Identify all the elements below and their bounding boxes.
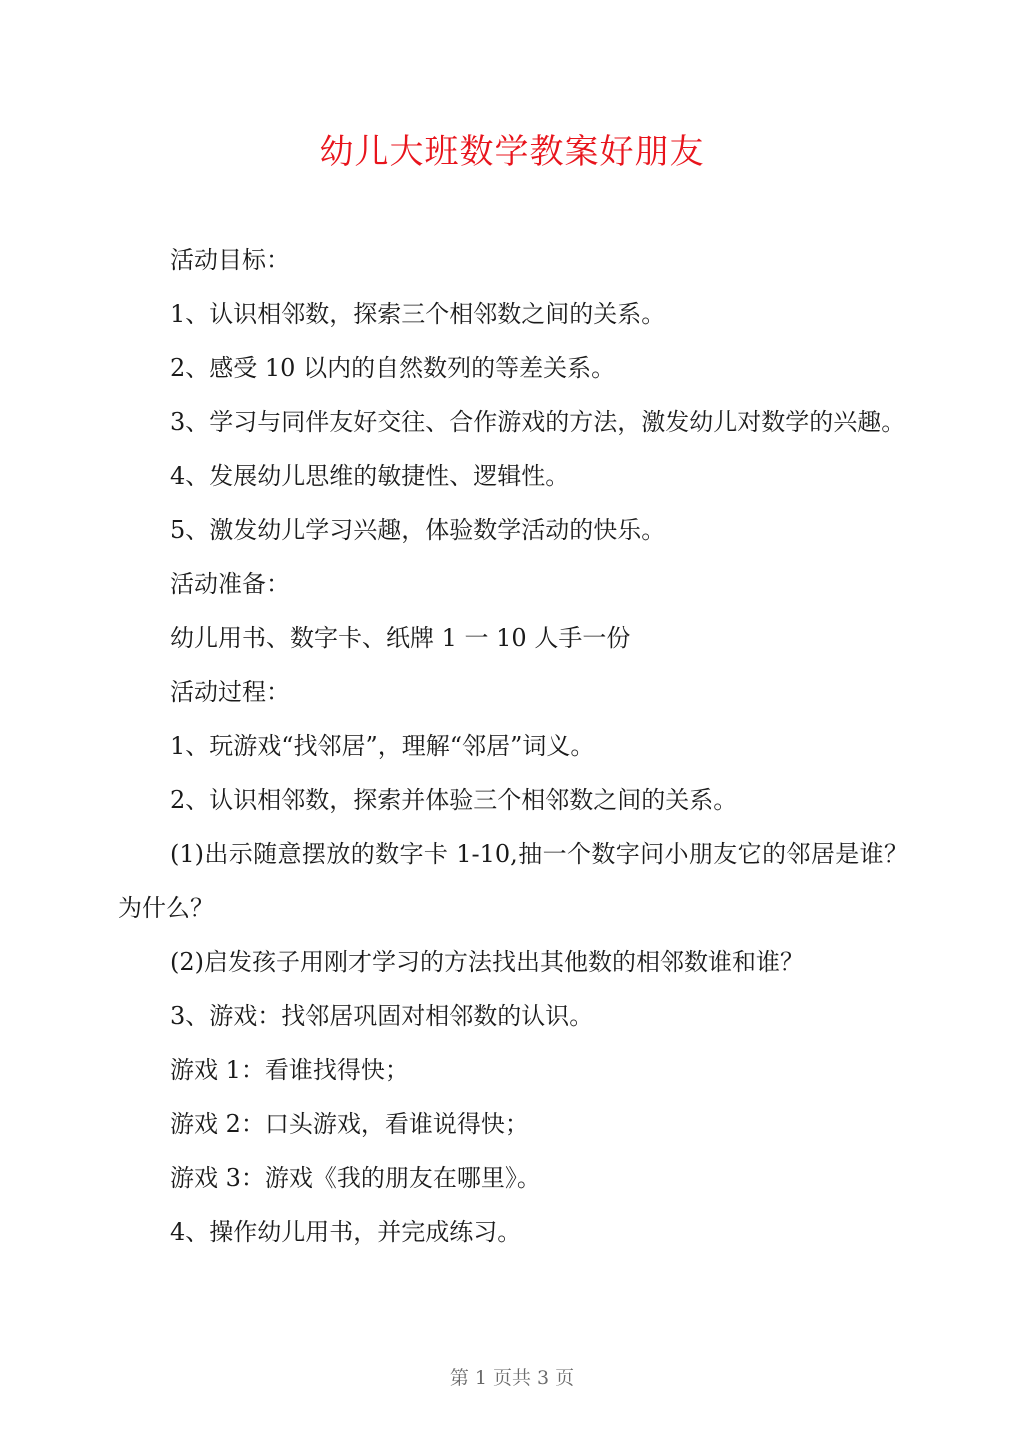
paragraph-preparation-heading: 活动准备： (170, 570, 290, 598)
paragraph-activity-goals-heading: 活动目标： (170, 246, 290, 274)
paragraph-goal-4: 4、发展幼儿思维的敏捷性、逻辑性。 (170, 462, 570, 490)
paragraph-goal-2: 2、感受 10 以内的自然数列的等差关系。 (170, 354, 616, 382)
paragraph-preparation-materials: 幼儿用书、数字卡、纸牌 1 一 10 人手一份 (170, 624, 631, 652)
paragraph-process-1: 1、玩游戏“找邻居”，理解“邻居”词义。 (170, 732, 595, 760)
document-title: 幼儿大班数学教案好朋友 (319, 132, 705, 172)
paragraph-process-2-sub-1: (1)出示随意摆放的数字卡 1-10,抽一个数字问小朋友它的邻居是谁？为什么？ (118, 840, 908, 922)
paragraph-goal-1: 1、认识相邻数，探索三个相邻数之间的关系。 (170, 300, 666, 328)
paragraph-game-3: 游戏 3：游戏《我的朋友在哪里》。 (170, 1164, 541, 1192)
paragraph-game-2: 游戏 2：口头游戏，看谁说得快； (170, 1110, 529, 1138)
paragraph-process-4: 4、操作幼儿用书，并完成练习。 (170, 1218, 522, 1246)
paragraph-goal-3: 3、学习与同伴友好交往、合作游戏的方法，激发幼儿对数学的兴趣。 (170, 408, 906, 436)
document-body (118, 233, 908, 1259)
paragraph-process-2-sub-2: (2)启发孩子用刚才学习的方法找出其他数的相邻数谁和谁？ (170, 948, 804, 976)
page-footer: 第 1 页共 3 页 (449, 1367, 575, 1389)
paragraph-process-2: 2、认识相邻数，探索并体验三个相邻数之间的关系。 (170, 786, 738, 814)
paragraph-game-1: 游戏 1：看谁找得快； (170, 1056, 409, 1084)
paragraph-process-heading: 活动过程： (170, 678, 290, 706)
paragraph-goal-5: 5、激发幼儿学习兴趣，体验数学活动的快乐。 (170, 516, 666, 544)
paragraph-process-3: 3、游戏：找邻居巩固对相邻数的认识。 (170, 1002, 594, 1030)
